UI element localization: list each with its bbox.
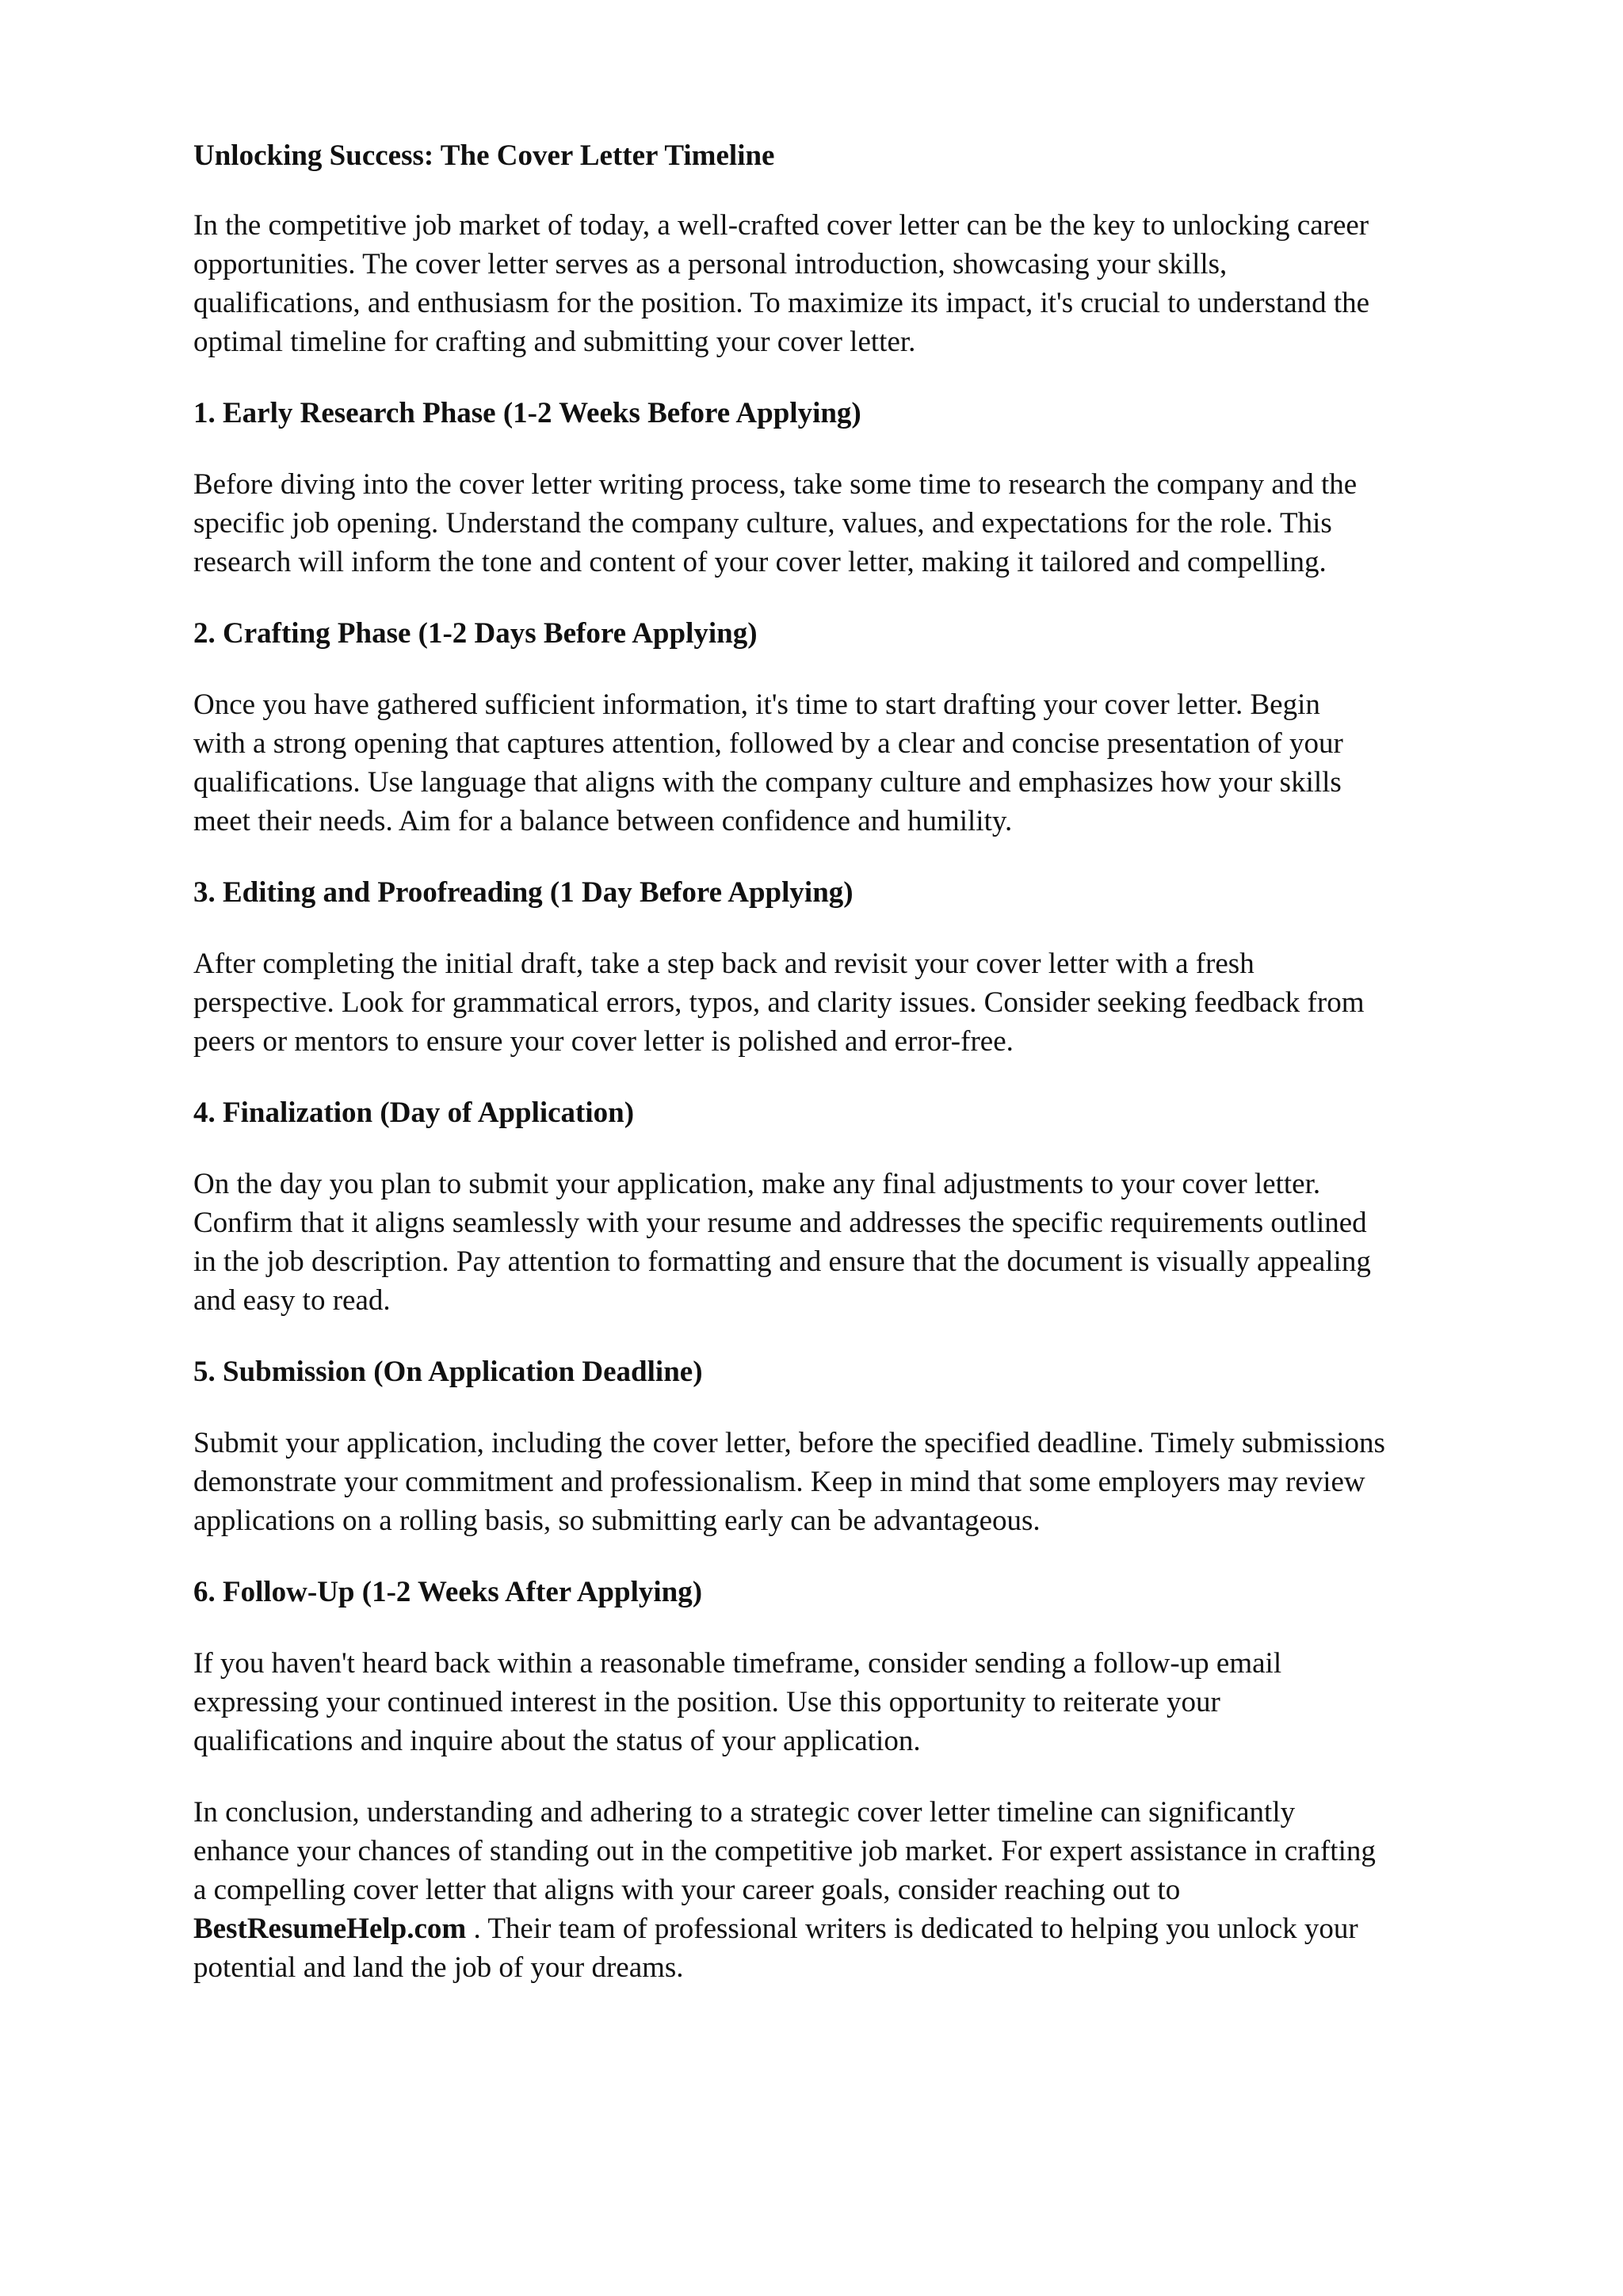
paragraph-line: Submit your application, including the cover letter, before the specified deadline. Timely submissions	[193, 1427, 1385, 1459]
paragraph-line: research will inform the tone and content of your cover letter, making it tailored and compelling.	[193, 546, 1327, 578]
conclusion-paragraph	[193, 1793, 1541, 1987]
paragraph-line: demonstrate your commitment and professionalism. Keep in mind that some employers may review	[193, 1466, 1365, 1498]
paragraph-line: applications on a rolling basis, so submitting early can be advantageous.	[193, 1505, 1041, 1537]
paragraph-line: with a strong opening that captures attention, followed by a clear and concise presentation of your	[193, 727, 1343, 760]
intro-line: optimal timeline for crafting and submitting your cover letter.	[193, 326, 916, 358]
paragraph-line: qualifications and inquire about the status of your application.	[193, 1725, 921, 1757]
section-heading-crafting: 2. Crafting Phase (1-2 Days Before Applying)	[193, 617, 758, 650]
document-page	[193, 136, 1541, 2019]
paragraph-line: expressing your continued interest in the position. Use this opportunity to reiterate your	[193, 1686, 1220, 1718]
paragraph-line: enhance your chances of standing out in the competitive job market. For expert assistance in crafting	[193, 1835, 1376, 1867]
paragraph-line: peers or mentors to ensure your cover letter is polished and error-free.	[193, 1025, 1014, 1058]
section-paragraph-crafting	[193, 685, 1541, 841]
section-paragraph-research	[193, 465, 1541, 582]
paragraph-line: In conclusion, understanding and adhering to a strategic cover letter timeline can significantly	[193, 1796, 1296, 1829]
section-paragraph-follow-up	[193, 1644, 1541, 1760]
paragraph-line: potential and land the job of your dreams.	[193, 1951, 684, 1984]
section-heading-submission: 5. Submission (On Application Deadline)	[193, 1356, 703, 1388]
paragraph-line: perspective. Look for grammatical errors, typos, and clarity issues. Consider seeking feedback from	[193, 986, 1365, 1019]
paragraph-line: specific job opening. Understand the company culture, values, and expectations for the role. This	[193, 507, 1332, 540]
paragraph-line: a compelling cover letter that aligns with your career goals, consider reaching out to	[193, 1874, 1181, 1906]
section-paragraph-finalization	[193, 1165, 1541, 1320]
section-heading-editing: 3. Editing and Proofreading (1 Day Before Applying)	[193, 876, 854, 909]
section-heading-research: 1. Early Research Phase (1-2 Weeks Before Applying)	[193, 397, 861, 429]
section-paragraph-editing	[193, 944, 1541, 1061]
paragraph-line: qualifications. Use language that aligns with the company culture and emphasizes how your skills	[193, 766, 1342, 799]
paragraph-line: Before diving into the cover letter writing process, take some time to research the company and the	[193, 468, 1358, 501]
paragraph-line: On the day you plan to submit your application, make any final adjustments to your cover letter.	[193, 1168, 1321, 1200]
section-paragraph-submission	[193, 1424, 1541, 1540]
paragraph-line: Confirm that it aligns seamlessly with your resume and addresses the specific requirements outlined	[193, 1207, 1367, 1239]
paragraph-line: and easy to read.	[193, 1284, 391, 1317]
intro-line: opportunities. The cover letter serves as a personal introduction, showcasing your skills,	[193, 248, 1228, 280]
intro-line: In the competitive job market of today, a well-crafted cover letter can be the key to unlocking career	[193, 209, 1369, 242]
document-title: Unlocking Success: The Cover Letter Timeline	[193, 139, 775, 172]
paragraph-line: in the job description. Pay attention to formatting and ensure that the document is visually appealing	[193, 1245, 1371, 1278]
paragraph-line: If you haven't heard back within a reasonable timeframe, consider sending a follow-up email	[193, 1647, 1282, 1680]
section-heading-finalization: 4. Finalization (Day of Application)	[193, 1097, 635, 1129]
intro-line: qualifications, and enthusiasm for the position. To maximize its impact, it's crucial to understand the	[193, 287, 1370, 319]
intro-paragraph	[193, 206, 1541, 361]
paragraph-line: Once you have gathered sufficient information, it's time to start drafting your cover letter. Begin	[193, 688, 1320, 721]
brand-line-suffix: . Their team of professional writers is dedicated to helping you unlock your	[466, 1913, 1358, 1945]
paragraph-line: meet their needs. Aim for a balance between confidence and humility.	[193, 805, 1013, 837]
brand-line	[193, 1909, 1541, 1948]
brand-name: BestResumeHelp.com	[193, 1913, 467, 1945]
paragraph-line: After completing the initial draft, take a step back and revisit your cover letter with a fresh	[193, 948, 1254, 980]
section-heading-follow-up: 6. Follow-Up (1-2 Weeks After Applying)	[193, 1576, 703, 1608]
